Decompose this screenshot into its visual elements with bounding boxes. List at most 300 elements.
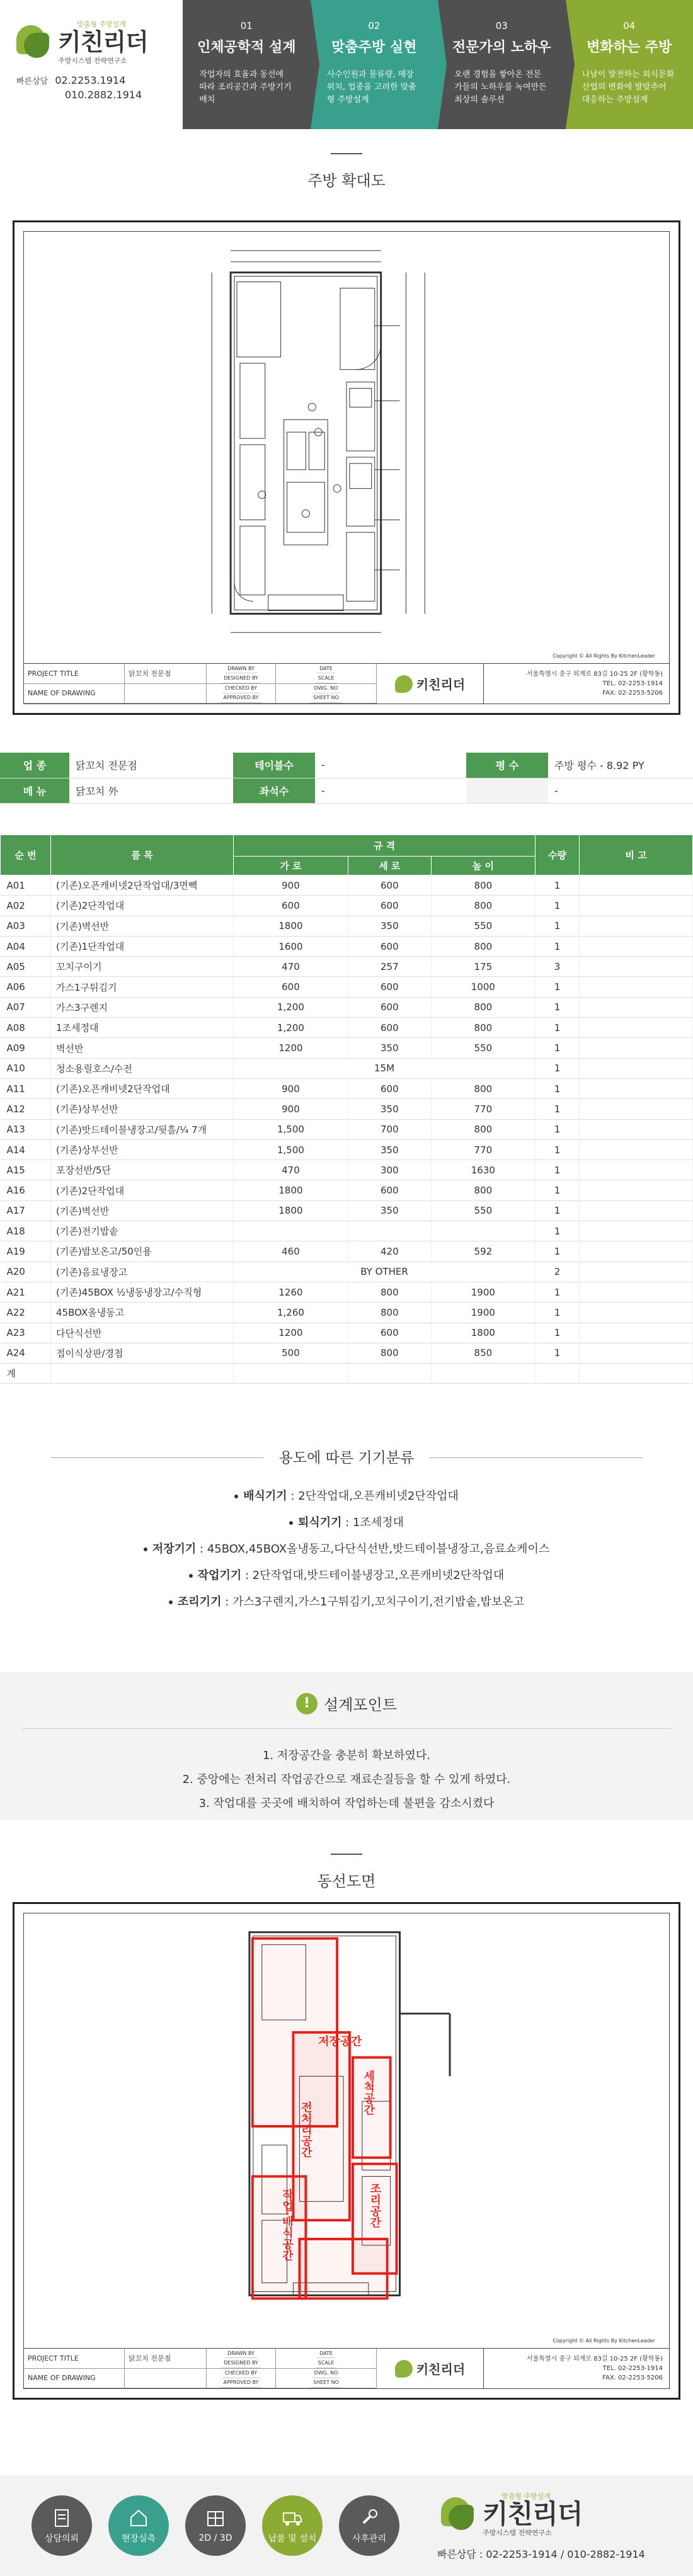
spec-qty: 1 bbox=[536, 875, 580, 896]
title-block-logo-text: 키친리더 bbox=[416, 2362, 466, 2377]
equipment-spec-table bbox=[0, 835, 693, 1384]
classification-list bbox=[0, 1483, 693, 1616]
spec-note bbox=[580, 896, 693, 916]
dwg-group bbox=[276, 2369, 377, 2389]
spec-code: A02 bbox=[1, 896, 51, 916]
spec-qty: 1 bbox=[536, 1038, 580, 1058]
col-height: 높 이 bbox=[431, 857, 535, 875]
checked-by-group bbox=[207, 684, 276, 704]
spec-item: (기존)2단작업대 bbox=[51, 1180, 234, 1200]
house-icon bbox=[128, 2507, 149, 2528]
consult-button[interactable] bbox=[32, 2495, 92, 2556]
spec-depth: 350 bbox=[348, 1038, 431, 1058]
fax: FAX. 02-2253-5206 bbox=[602, 690, 663, 697]
spec-row bbox=[1, 1160, 693, 1180]
spec-height bbox=[431, 1364, 535, 1384]
address: 서울특별시 중구 퇴계로 83길 10-25 2F (황학동) bbox=[526, 2356, 663, 2362]
spec-height: 770 bbox=[431, 1139, 535, 1160]
spec-depth: 350 bbox=[348, 916, 431, 936]
menu-value: 닭꼬치 外 bbox=[69, 778, 208, 803]
brand bbox=[0, 0, 183, 129]
checked-by-label: CHECKED BY bbox=[222, 2369, 260, 2378]
spec-height: 800 bbox=[431, 997, 535, 1017]
extra-value: - bbox=[548, 778, 693, 803]
spec-depth: 600 bbox=[348, 997, 431, 1017]
tel: TEL. 02-2253-1914 bbox=[602, 2365, 663, 2372]
spec-item: (기존)전기밥솥 bbox=[51, 1221, 234, 1241]
blueprint-icon bbox=[205, 2508, 226, 2529]
spec-row bbox=[1, 1364, 693, 1384]
spec-depth: 600 bbox=[348, 875, 431, 896]
spec-item: 청소용릴호스/수전 bbox=[51, 1058, 234, 1078]
spec-code: A14 bbox=[1, 1139, 51, 1160]
spec-note bbox=[580, 1364, 693, 1384]
aftercare-label: 사후관리 bbox=[352, 2534, 387, 2544]
approved-by-label: APPROVED BY bbox=[220, 693, 261, 703]
header bbox=[0, 0, 693, 129]
bullet-icon bbox=[144, 1547, 147, 1551]
design-label: 2D / 3D bbox=[198, 2533, 232, 2543]
spec-item: 벽선반 bbox=[51, 1038, 234, 1058]
spec-item: (기존)상부선반 bbox=[51, 1139, 234, 1160]
title-bar bbox=[331, 1854, 362, 1855]
spec-note bbox=[580, 1078, 693, 1098]
step-title: 인체공학적 설계 bbox=[197, 40, 296, 55]
drawing-name-label: NAME OF DRAWING bbox=[24, 2369, 125, 2389]
logo-subtitle: 주방시스템 전략연구소 bbox=[58, 57, 127, 65]
spec-qty: 1 bbox=[536, 1282, 580, 1302]
step-title: 전문가의 노하우 bbox=[452, 40, 551, 55]
spec-height: 1630 bbox=[431, 1160, 535, 1180]
step-desc: 작업자의 효율과 동선에 따라 조리공간과 주방기기 배치 bbox=[199, 70, 292, 105]
spec-row bbox=[1, 896, 693, 916]
spec-note bbox=[580, 957, 693, 977]
spec-code: A17 bbox=[1, 1200, 51, 1221]
spec-height: 800 bbox=[431, 896, 535, 916]
spec-width: 1800 bbox=[234, 1180, 348, 1200]
classification-item: 저장기기 : 45BOX,45BOX올냉동고,다단식선반,밧드테이블냉장고,음료쇼케이스 bbox=[0, 1536, 693, 1563]
spec-depth: 600 bbox=[348, 1323, 431, 1343]
spec-item: 가스3구렌지 bbox=[51, 997, 234, 1017]
spec-depth: 600 bbox=[348, 1018, 431, 1038]
logo[interactable] bbox=[13, 19, 183, 66]
bullet-icon bbox=[189, 1574, 193, 1578]
step-number: 03 bbox=[495, 20, 508, 31]
phone-1[interactable]: 02.2253.1914 bbox=[55, 74, 126, 86]
cook-area-label: 조리공간 bbox=[368, 2182, 382, 2228]
section-heading: 주방 확대도 bbox=[307, 172, 386, 190]
drawing-name-value bbox=[125, 2369, 207, 2389]
spec-code: A16 bbox=[1, 1180, 51, 1200]
title-block-fields bbox=[24, 2349, 377, 2388]
footer-contact[interactable]: 빠른상담 : 02-2253-1914 / 010-2882-1914 bbox=[437, 2548, 645, 2560]
step-title: 변화하는 주방 bbox=[587, 40, 672, 55]
spec-code: A11 bbox=[1, 1078, 51, 1098]
install-button[interactable] bbox=[262, 2495, 323, 2556]
flow-plan-drawing[interactable] bbox=[13, 1902, 680, 2400]
spec-code: A24 bbox=[1, 1343, 51, 1363]
designed-by-label: DESIGNED BY bbox=[221, 2358, 261, 2368]
spec-width: 1200 bbox=[234, 1038, 348, 1058]
spec-row bbox=[1, 1323, 693, 1343]
drawing-name-label: NAME OF DRAWING bbox=[24, 684, 125, 704]
design-points-list bbox=[0, 1744, 693, 1816]
spec-item: (기존)45BOX ½냉동냉장고/수직형 bbox=[51, 1282, 234, 1302]
spec-item: 접이식상판/경첩 bbox=[51, 1343, 234, 1363]
step-number: 01 bbox=[240, 20, 253, 31]
spec-code: A08 bbox=[1, 1018, 51, 1038]
scale-label: SCALE bbox=[316, 2358, 337, 2368]
footer-brand bbox=[437, 2491, 645, 2561]
logo-tagline: 맞춤형 주방설계 bbox=[77, 20, 126, 28]
date-group bbox=[276, 664, 377, 684]
spec-code: A23 bbox=[1, 1323, 51, 1343]
logo-title: 키친리더 bbox=[58, 28, 148, 56]
info-row bbox=[0, 753, 693, 778]
spec-row bbox=[1, 977, 693, 997]
spec-height: 850 bbox=[431, 1343, 535, 1363]
spec-qty: 1 bbox=[536, 1221, 580, 1241]
spec-row bbox=[1, 936, 693, 956]
spec-width: 1600 bbox=[234, 936, 348, 956]
area-value: 주방 평수 - 8.92 PY bbox=[548, 753, 693, 778]
spec-width: 1,200 bbox=[234, 1018, 348, 1038]
spec-depth: 257 bbox=[348, 957, 431, 977]
drawing-name-value bbox=[125, 684, 207, 704]
design-points-title: 설계포인트 bbox=[324, 1696, 397, 1714]
spec-width: 460 bbox=[234, 1241, 348, 1262]
menu-label: 메 뉴 bbox=[0, 778, 69, 803]
spec-qty: 1 bbox=[536, 1302, 580, 1323]
design-point: 3. 작업대를 곳곳에 배치하여 작업하는데 불편을 감소시켰다 bbox=[198, 1797, 495, 1810]
tables-label: 테이블수 bbox=[233, 753, 315, 778]
spec-height: 550 bbox=[431, 916, 535, 936]
spec-width: 1,200 bbox=[234, 997, 348, 1017]
spec-row bbox=[1, 1058, 693, 1078]
spec-height: 1000 bbox=[431, 977, 535, 997]
spec-row bbox=[1, 1221, 693, 1241]
logo-leaf-icon bbox=[13, 23, 52, 62]
area-label: 평 수 bbox=[466, 753, 548, 778]
col-note: 비 고 bbox=[580, 835, 693, 875]
step-desc: 오랜 경험을 쌓아온 전문가들의 노하우를 녹여만든 최상의 솔루션 bbox=[454, 70, 547, 105]
spec-qty: 1 bbox=[536, 1323, 580, 1343]
date-group bbox=[276, 2349, 377, 2369]
spec-note bbox=[580, 1200, 693, 1221]
spec-depth: 15M bbox=[234, 1058, 536, 1078]
spec-depth: 350 bbox=[348, 1139, 431, 1160]
exclamation-icon: ! bbox=[296, 1693, 318, 1714]
truck-icon bbox=[282, 2507, 303, 2528]
spec-qty: 1 bbox=[536, 1200, 580, 1221]
spec-note bbox=[580, 997, 693, 1017]
classification-item: 조리기기 : 가스3구렌지,가스1구튀김기,꼬치구이기,전기밥솥,밥보온고 bbox=[0, 1589, 693, 1616]
spec-code: A03 bbox=[1, 916, 51, 936]
spec-item: (기존)2단작업대 bbox=[51, 896, 234, 916]
spec-qty: 1 bbox=[536, 997, 580, 1017]
title-block bbox=[24, 663, 669, 704]
leaf-icon bbox=[395, 675, 413, 693]
spec-row bbox=[1, 1282, 693, 1302]
spec-depth: 350 bbox=[348, 1099, 431, 1119]
logo-leaf-icon bbox=[437, 2495, 476, 2534]
footer-logo-tagline: 맞춤형 주방설계 bbox=[501, 2492, 551, 2500]
bullet-icon bbox=[169, 1600, 173, 1604]
spec-depth bbox=[348, 1364, 431, 1384]
title-block-address bbox=[484, 2349, 669, 2388]
spec-item: (기존)오픈캐비넷2단작업대/3면빽 bbox=[51, 875, 234, 896]
step-number: 02 bbox=[368, 20, 381, 31]
divider bbox=[22, 1728, 671, 1729]
spec-row bbox=[1, 1241, 693, 1262]
spec-qty: 1 bbox=[536, 896, 580, 916]
spec-qty: 1 bbox=[536, 1241, 580, 1262]
col-no: 순 번 bbox=[1, 835, 51, 875]
sheet-no-label: SHEET NO bbox=[311, 2378, 341, 2388]
work-area-label: 작업·배식공간 bbox=[280, 2189, 294, 2261]
biz-value: 닭꼬치 전문점 bbox=[69, 753, 208, 778]
step-title: 맞춤주방 실현 bbox=[331, 40, 417, 55]
spec-height: 592 bbox=[431, 1241, 535, 1262]
spec-item: 포장선반/5단 bbox=[51, 1160, 234, 1180]
project-title-value: 닭꼬치 전문점 bbox=[125, 664, 207, 684]
spec-row bbox=[1, 957, 693, 977]
spec-height: 1900 bbox=[431, 1302, 535, 1323]
spec-note bbox=[580, 1282, 693, 1302]
bullet-icon bbox=[289, 1521, 293, 1525]
spec-note bbox=[580, 1160, 693, 1180]
footer-logo[interactable] bbox=[437, 2491, 645, 2538]
spec-qty: 2 bbox=[536, 1262, 580, 1282]
spec-width bbox=[234, 1221, 348, 1241]
spec-height: 1900 bbox=[431, 1282, 535, 1302]
dwg-no-label: DWG. NO bbox=[312, 684, 341, 693]
spec-qty: 1 bbox=[536, 1160, 580, 1180]
consult-label: 상담의뢰 bbox=[44, 2534, 79, 2544]
info-row bbox=[0, 778, 693, 803]
spec-height: 175 bbox=[431, 957, 535, 977]
title-block-logo bbox=[377, 2349, 484, 2388]
step-3 bbox=[438, 0, 566, 129]
spec-qty: 1 bbox=[536, 1119, 580, 1139]
design-2d3d-button[interactable] bbox=[185, 2495, 246, 2556]
spec-width: 1,500 bbox=[234, 1139, 348, 1160]
design-point: 2. 중앙에는 전처리 작업공간으로 재료손질등을 할 수 있게 하였다. bbox=[182, 1773, 511, 1786]
spec-depth: 350 bbox=[348, 1200, 431, 1221]
copyright-text: Copyright © All Rights By KitchenLeader bbox=[553, 2338, 655, 2344]
spec-depth: 700 bbox=[348, 1119, 431, 1139]
phone-2[interactable]: 010.2882.1914 bbox=[65, 89, 142, 101]
footer bbox=[0, 2475, 693, 2576]
spec-code: 계 bbox=[1, 1364, 51, 1384]
project-title-label: PROJECT TITLE bbox=[24, 664, 125, 684]
spec-width bbox=[234, 1364, 348, 1384]
spec-note bbox=[580, 977, 693, 997]
spec-depth: 800 bbox=[348, 1343, 431, 1363]
spec-item: (기존)밥보온고/50인용 bbox=[51, 1241, 234, 1262]
title-block-logo-text: 키친리더 bbox=[416, 677, 466, 692]
biz-label: 업 종 bbox=[0, 753, 69, 778]
project-title-label: PROJECT TITLE bbox=[24, 2349, 125, 2369]
spec-row bbox=[1, 997, 693, 1017]
section-title-plan bbox=[0, 153, 693, 190]
spec-item: 45BOX올냉동고 bbox=[51, 1302, 234, 1323]
spec-row bbox=[1, 1038, 693, 1058]
drawn-by-group bbox=[207, 664, 276, 684]
title-block-fields bbox=[24, 664, 377, 704]
spec-item: (기존)벽선반 bbox=[51, 1200, 234, 1221]
spec-width: 1200 bbox=[234, 1323, 348, 1343]
spec-qty: 1 bbox=[536, 1139, 580, 1160]
classification-title: 용도에 따른 기기분류 bbox=[264, 1445, 430, 1471]
install-label: 납품 및 설치 bbox=[268, 2534, 317, 2544]
spec-row bbox=[1, 916, 693, 936]
checked-by-group bbox=[207, 2369, 276, 2389]
spec-height: 800 bbox=[431, 1078, 535, 1098]
spec-code: A21 bbox=[1, 1282, 51, 1302]
spec-qty: 1 bbox=[536, 1180, 580, 1200]
spec-item: (기존)음료냉장고 bbox=[51, 1262, 234, 1282]
col-spec: 규 격 bbox=[234, 835, 536, 857]
spec-depth bbox=[348, 1221, 431, 1241]
project-info bbox=[0, 753, 693, 804]
drawn-by-label: DRAWN BY bbox=[225, 2349, 257, 2358]
spec-code: A13 bbox=[1, 1119, 51, 1139]
kitchen-plan-drawing[interactable] bbox=[13, 220, 680, 715]
spec-depth: 600 bbox=[348, 977, 431, 997]
sheet-no-label: SHEET NO bbox=[311, 693, 341, 703]
step-4 bbox=[566, 0, 693, 129]
spec-width: 1800 bbox=[234, 1200, 348, 1221]
spec-code: A06 bbox=[1, 977, 51, 997]
spec-width: 470 bbox=[234, 957, 348, 977]
spec-height bbox=[431, 1221, 535, 1241]
spec-item: 1조세정대 bbox=[51, 1018, 234, 1038]
spec-width: 600 bbox=[234, 977, 348, 997]
spec-note bbox=[580, 1018, 693, 1038]
spec-code: A10 bbox=[1, 1058, 51, 1078]
spec-height: 800 bbox=[431, 1119, 535, 1139]
section-heading: 동선도면 bbox=[317, 1872, 376, 1890]
col-depth: 세 로 bbox=[348, 857, 431, 875]
spec-width: 1,260 bbox=[234, 1302, 348, 1323]
service-steps bbox=[32, 2495, 399, 2556]
spec-qty: 1 bbox=[536, 1078, 580, 1098]
spec-item: (기존)오픈캐비넷2단작업대 bbox=[51, 1078, 234, 1098]
spec-code: A04 bbox=[1, 936, 51, 956]
spec-height: 800 bbox=[431, 1180, 535, 1200]
spec-height: 1800 bbox=[431, 1323, 535, 1343]
spec-item: (기존)상부선반 bbox=[51, 1099, 234, 1119]
spec-item bbox=[51, 1364, 234, 1384]
measure-label: 현장실측 bbox=[121, 2534, 156, 2544]
spec-note bbox=[580, 1241, 693, 1262]
spec-width: 1800 bbox=[234, 916, 348, 936]
spec-width: 500 bbox=[234, 1343, 348, 1363]
spec-height: 770 bbox=[431, 1099, 535, 1119]
title-bar bbox=[331, 153, 362, 154]
spec-note bbox=[580, 1180, 693, 1200]
tables-value: - bbox=[315, 753, 441, 778]
spec-qty: 1 bbox=[536, 977, 580, 997]
spec-depth: 600 bbox=[348, 896, 431, 916]
col-width: 가 로 bbox=[234, 857, 348, 875]
spec-item: 꼬치구이기 bbox=[51, 957, 234, 977]
spec-code: A07 bbox=[1, 997, 51, 1017]
spec-note bbox=[580, 916, 693, 936]
col-item: 품 목 bbox=[51, 835, 234, 875]
spec-qty bbox=[536, 1364, 580, 1384]
step-desc: 사수인원과 물류량, 매장위치, 업종을 고려한 맞춤형 주방설계 bbox=[326, 70, 416, 105]
spec-height: 800 bbox=[431, 875, 535, 896]
floor-plan-svg bbox=[24, 232, 669, 648]
spec-qty: 1 bbox=[536, 916, 580, 936]
spec-note bbox=[580, 1323, 693, 1343]
fax: FAX. 02-2253-5206 bbox=[602, 2374, 663, 2381]
footer-logo-subtitle: 주방시스템 전략연구소 bbox=[483, 2528, 552, 2537]
spec-header-row bbox=[1, 835, 693, 857]
date-label: DATE bbox=[317, 2349, 335, 2358]
spec-depth: BY OTHER bbox=[234, 1262, 536, 1282]
dwg-group bbox=[276, 684, 377, 704]
spec-width: 900 bbox=[234, 1099, 348, 1119]
flow-plan-svg bbox=[24, 1913, 669, 2333]
spec-qty: 3 bbox=[536, 957, 580, 977]
measure-button[interactable] bbox=[108, 2495, 169, 2556]
spec-note bbox=[580, 875, 693, 896]
spec-height: 800 bbox=[431, 1018, 535, 1038]
design-points bbox=[0, 1672, 693, 1820]
drawn-by-label: DRAWN BY bbox=[225, 664, 257, 673]
spec-row bbox=[1, 1180, 693, 1200]
approved-by-label: APPROVED BY bbox=[220, 2378, 261, 2388]
clipboard-icon bbox=[51, 2507, 72, 2528]
spec-body bbox=[1, 875, 693, 1384]
spec-code: A18 bbox=[1, 1221, 51, 1241]
spec-note bbox=[580, 1262, 693, 1282]
aftercare-button[interactable] bbox=[339, 2495, 399, 2556]
leaf-icon bbox=[395, 2360, 413, 2378]
copyright-text: Copyright © All Rights By KitchenLeader bbox=[553, 653, 655, 659]
classification-item: 작업기기 : 2단작업대,밧드테이블냉장고,오픈캐비넷2단작업대 bbox=[0, 1563, 693, 1589]
bullet-icon bbox=[234, 1495, 238, 1498]
prep-area-label: 전처리공간 bbox=[299, 2101, 312, 2158]
spec-width: 1,500 bbox=[234, 1119, 348, 1139]
classification-item: 배식기기 : 2단작업대,오픈캐비넷2단작업대 bbox=[0, 1483, 693, 1510]
contact-label: 빠른상담 bbox=[16, 77, 49, 86]
spec-row bbox=[1, 1099, 693, 1119]
spec-note bbox=[580, 1038, 693, 1058]
designed-by-label: DESIGNED BY bbox=[221, 673, 261, 683]
scale-label: SCALE bbox=[316, 673, 337, 683]
drawn-by-group bbox=[207, 2349, 276, 2369]
spec-qty: 1 bbox=[536, 1099, 580, 1119]
tel: TEL. 02-2253-1914 bbox=[602, 680, 663, 687]
spec-code: A01 bbox=[1, 875, 51, 896]
spec-qty: 1 bbox=[536, 1018, 580, 1038]
spec-code: A05 bbox=[1, 957, 51, 977]
spec-note bbox=[580, 1343, 693, 1363]
spec-item: (기존)밧드테이블냉장고/뒷흘/¼ 7개 bbox=[51, 1119, 234, 1139]
spec-row bbox=[1, 1343, 693, 1363]
spec-code: A22 bbox=[1, 1302, 51, 1323]
spec-width: 900 bbox=[234, 1078, 348, 1098]
title-block-address bbox=[484, 664, 669, 704]
spec-note bbox=[580, 1139, 693, 1160]
spec-qty: 1 bbox=[536, 936, 580, 956]
checked-by-label: CHECKED BY bbox=[222, 684, 260, 693]
seats-label: 좌석수 bbox=[233, 778, 315, 803]
